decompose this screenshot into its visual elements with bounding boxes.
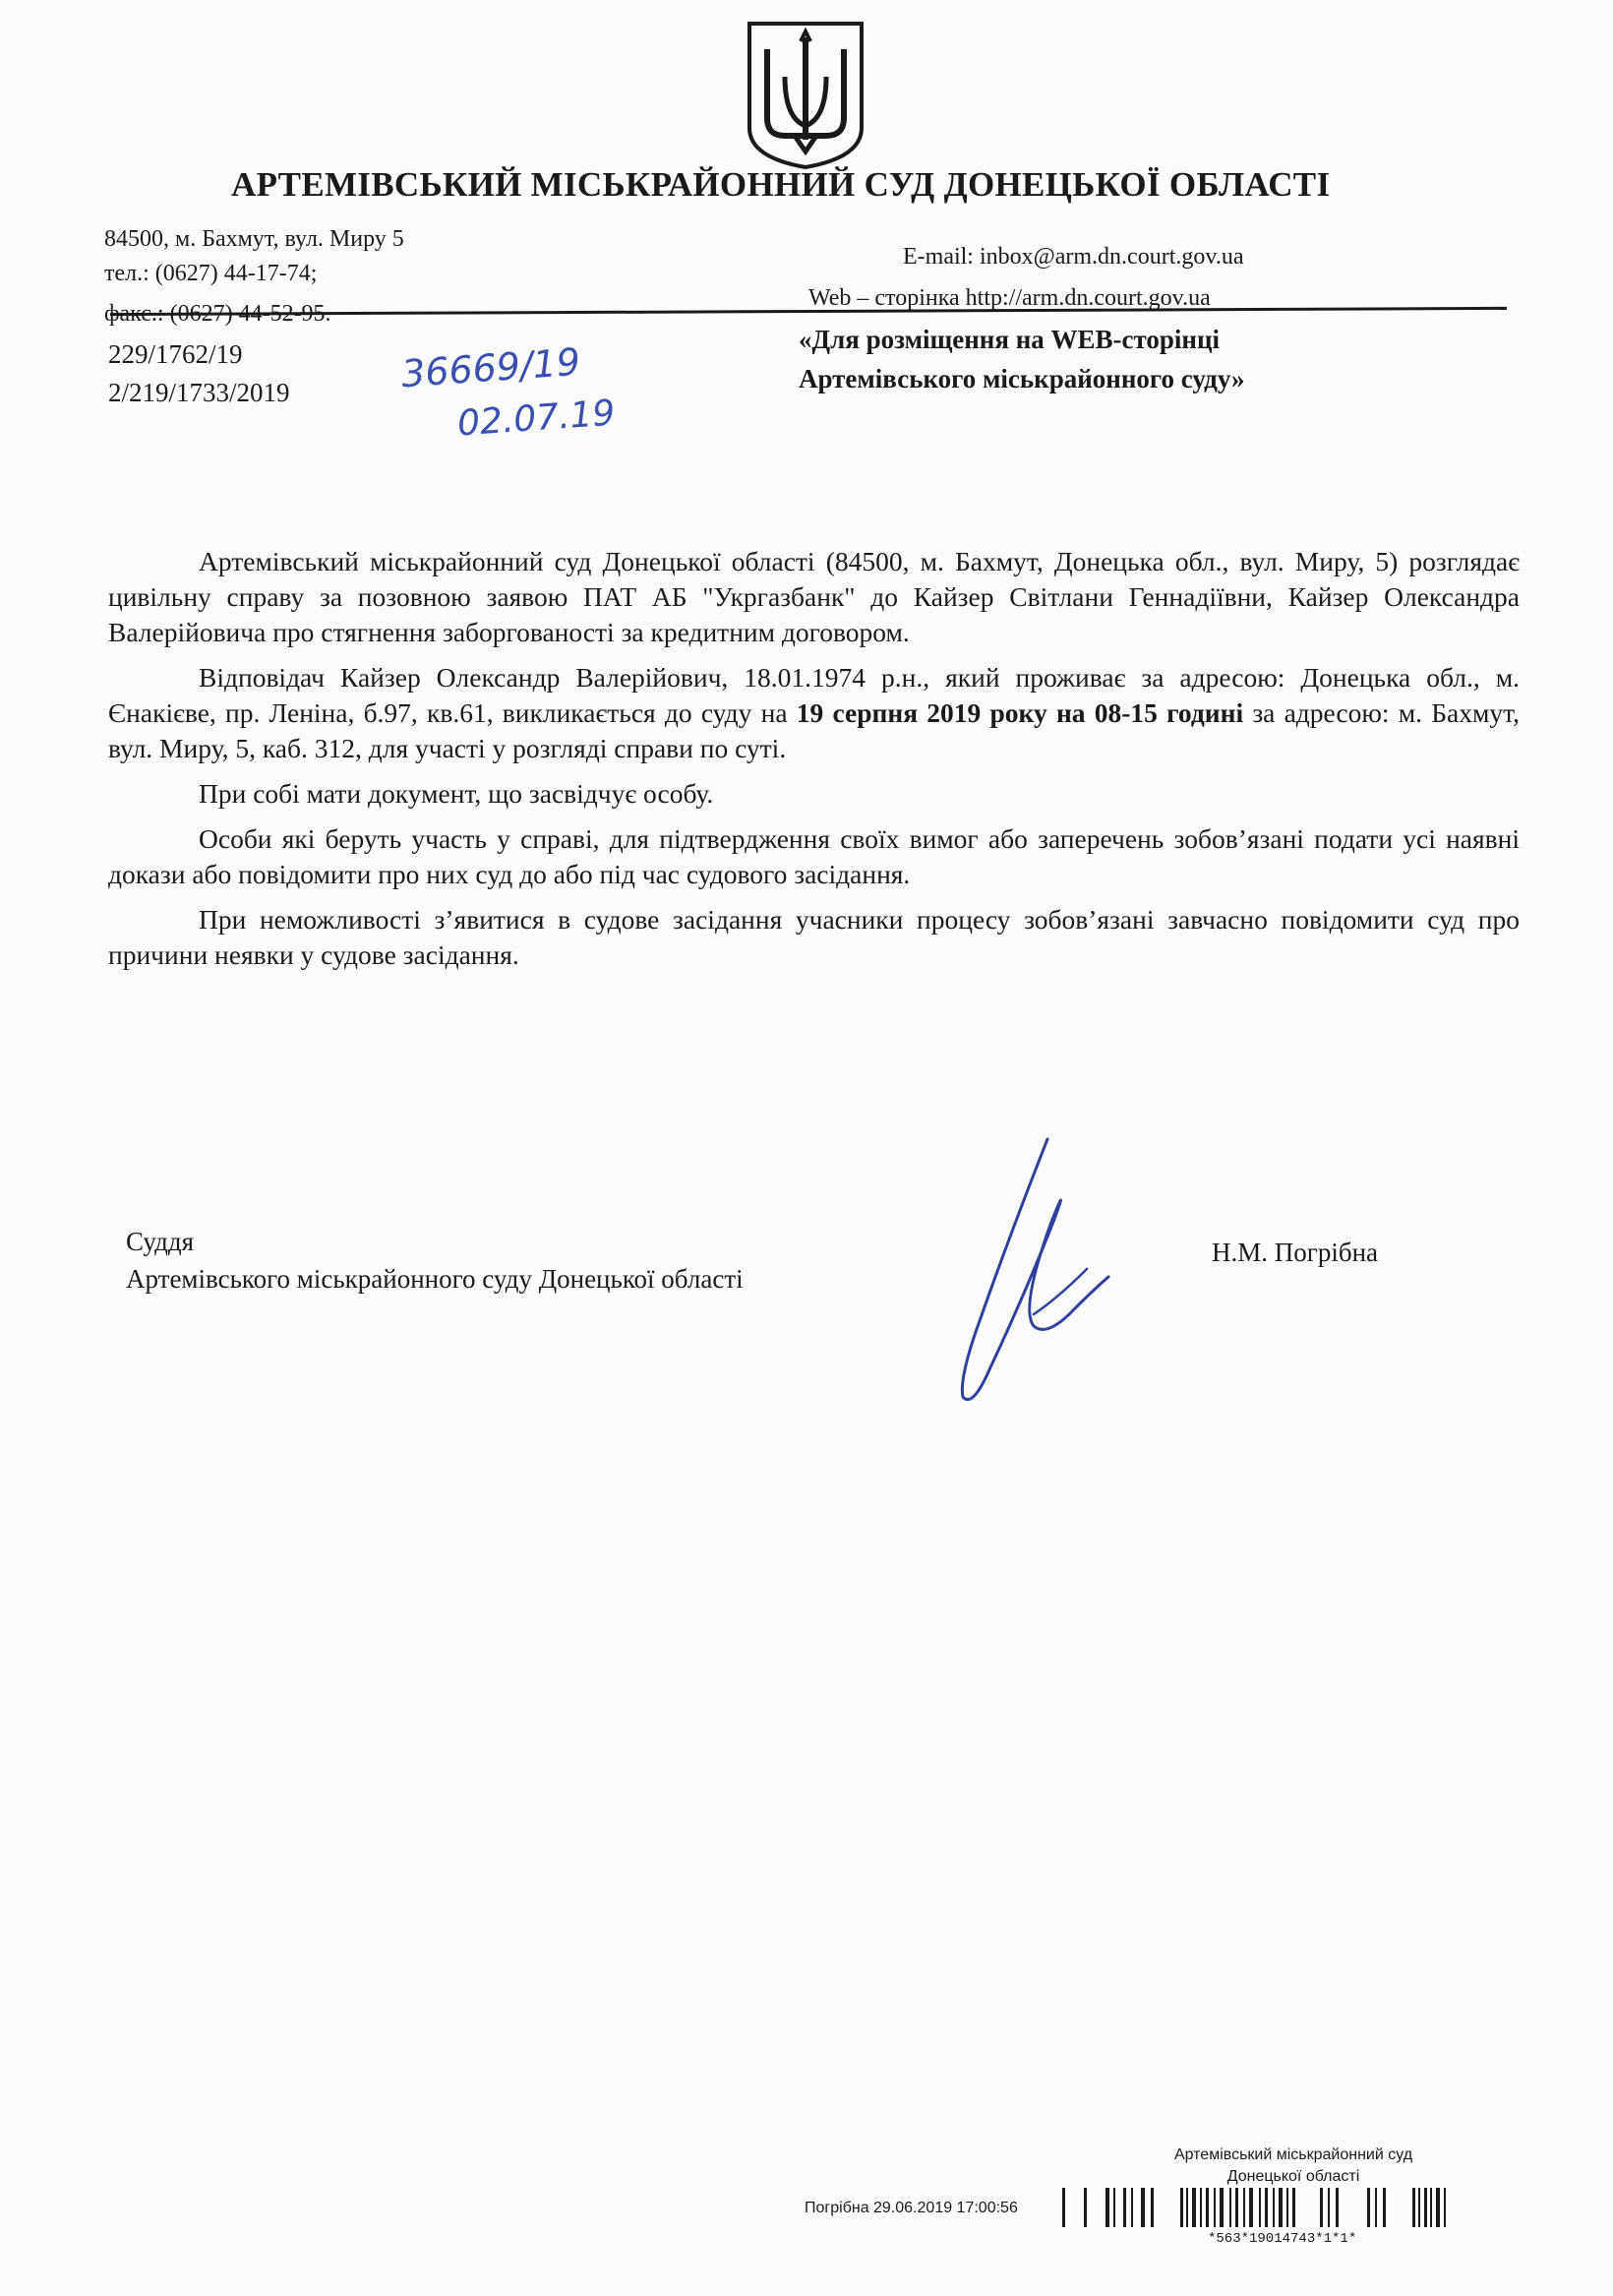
- court-name-heading: АРТЕМІВСЬКИЙ МІСЬКРАЙОННИЙ СУД ДОНЕЦЬКОЇ ОБЛАСТІ: [231, 165, 1331, 204]
- hearing-datetime: 19 серпня 2019 року на 08-15 годині: [796, 697, 1244, 728]
- proceeding-number: 2/219/1733/2019: [108, 378, 290, 407]
- summons-text-end: за адресою: м. Бахмут, вул. Миру, 5, каб. 312, для участі у розгляді справи по суті.: [108, 697, 1520, 763]
- document-barcode: [1062, 2184, 1544, 2233]
- court-address: 84500, м. Бахмут, вул. Миру 5: [104, 226, 404, 252]
- paragraph-summons: [108, 660, 1520, 766]
- stamp-court-line-2: Донецької області: [1226, 2168, 1360, 2185]
- case-number: 229/1762/19: [108, 339, 243, 369]
- paragraph-case-description: Артемівський міськрайонний суд Донецької області (84500, м. Бахмут, Донецька обл., вул. Миру, 5) розглядає цивільну справу за позовною заявою ПАТ АБ "Укргазбанк" до Кайзер Світлани Геннадіївни, Кайзер Олександра Валерійовича про стягнення заборгованості за кредитним договором.: [108, 546, 1520, 647]
- court-email: E-mail: inbox@arm.dn.court.gov.ua: [903, 244, 1244, 270]
- paragraph-id-document: При собі мати документ, що засвідчує особу.: [199, 778, 714, 809]
- handwritten-date: 02.07.19: [455, 393, 617, 445]
- notice-body: [108, 544, 1520, 973]
- barcode-number: *563*19014743*1*1*: [1208, 2231, 1357, 2247]
- judge-role: Суддя: [126, 1227, 195, 1256]
- handwritten-signature: [939, 1131, 1136, 1407]
- stamp-author-timestamp: Погрібна 29.06.2019 17:00:56: [805, 2200, 1018, 2216]
- judge-court: Артемівського міськрайонного суду Донецької області: [126, 1264, 744, 1294]
- judge-name: Н.М. Погрібна: [1212, 1238, 1379, 1267]
- paragraph-absence: При неможливості з’явитися в судове засідання учасники процесу зобов’язані завчасно повідомити суд про причини неявки у судове засідання.: [108, 904, 1520, 970]
- handwritten-registration-number: 36669/19: [399, 339, 582, 396]
- court-website: Web – сторінка http://arm.dn.court.gov.ua: [808, 285, 1211, 311]
- court-phone: тел.: (0627) 44-17-74;: [104, 261, 318, 286]
- stamp-court-name: [1161, 2145, 1426, 2188]
- web-note-line-2: Артемівського міськрайонного суду»: [799, 364, 1245, 393]
- judge-title: [126, 1223, 744, 1298]
- trident-coat-of-arms-icon: [746, 20, 866, 169]
- court-fax: факс.: (0627) 44-52-95.: [104, 301, 331, 327]
- paragraph-evidence: Особи які беруть участь у справі, для підтвердження своїх вимог або заперечень зобов’язані подати усі наявні докази або повідомити про них суд до або під час судового засідання.: [108, 823, 1520, 889]
- web-note-line-1: «Для розміщення на WEB-сторінці: [799, 325, 1221, 354]
- stamp-court-line-1: Артемівський міськрайонний суд: [1173, 2146, 1413, 2163]
- web-publication-note: [799, 320, 1448, 398]
- summons-text-start: Відповідач Кайзер Олександр Валерійович, 18.01.1974 р.н., який проживає за адресою: Донецька обл., м. Єнакієве, пр. Леніна, б.97, кв.61, викликається до суду на: [108, 662, 1520, 728]
